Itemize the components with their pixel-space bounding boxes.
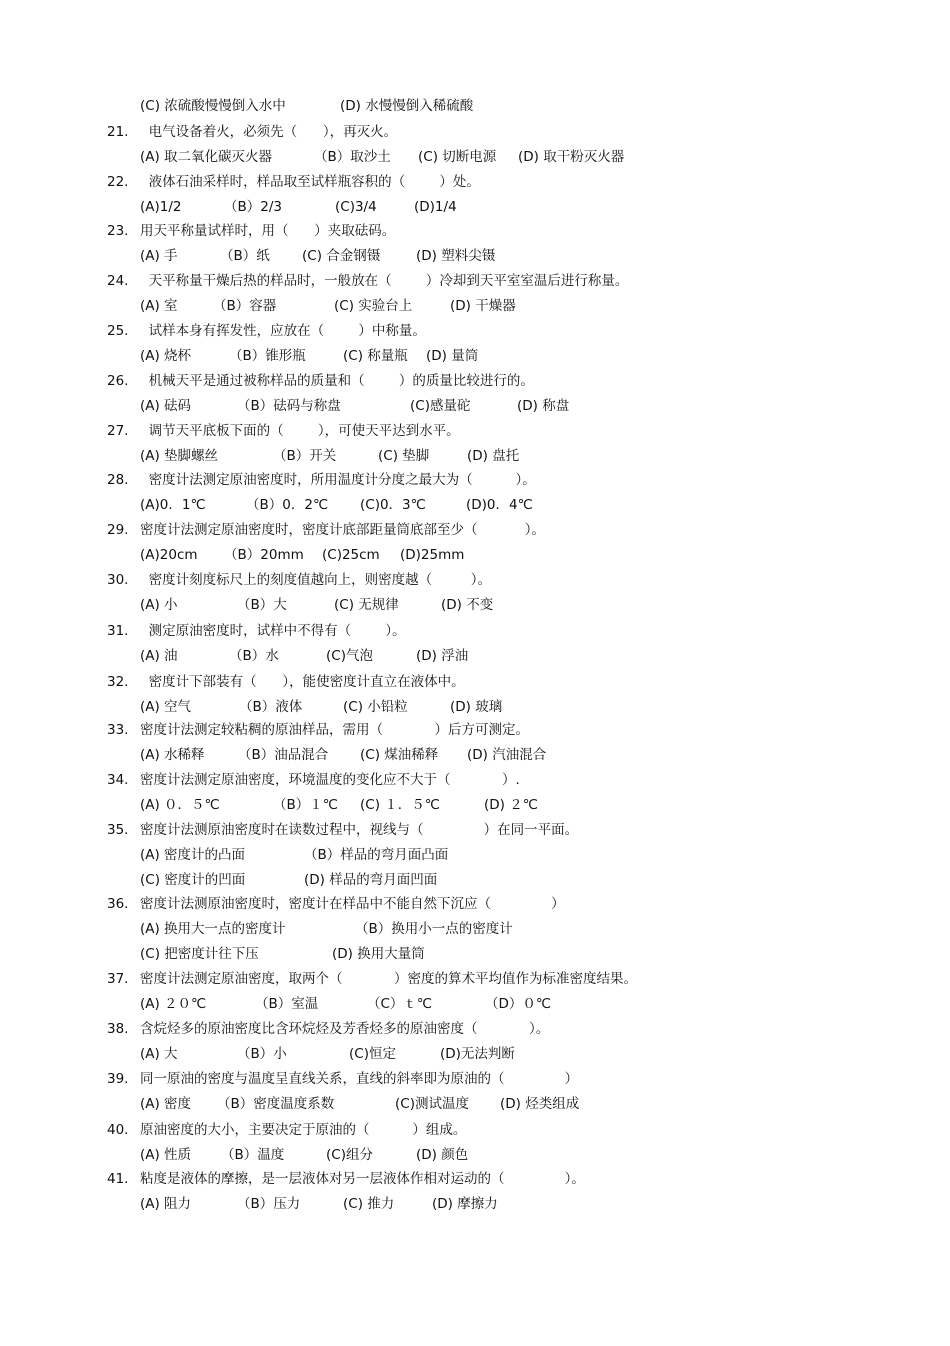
option-text: (C) １．５℃	[360, 797, 440, 813]
option-text: (D) 水慢慢倒入稀硫酸	[340, 98, 474, 114]
option-text: (D)无法判断	[440, 1046, 515, 1062]
option-text: (A) 水稀释	[140, 747, 205, 763]
question-number: 25.	[107, 323, 129, 339]
option-text: （D）０℃	[485, 996, 552, 1012]
question-number: 32.	[107, 674, 129, 690]
option-text: （B）2/3	[224, 199, 282, 215]
option-text: （B）室温	[255, 996, 319, 1012]
option-text: (A) 大	[140, 1046, 178, 1062]
option-text: (C) 小铅粒	[343, 699, 408, 715]
option-text: （B）换用小一点的密度计	[355, 921, 513, 937]
option-text: (A) 换用大一点的密度计	[140, 921, 286, 937]
option-text: (D)25mm	[400, 547, 465, 563]
question-text: 电气设备着火，必须先（ ），再灭火。	[140, 124, 398, 140]
question-number: 27.	[107, 423, 129, 439]
question-text: 机械天平是通过被称样品的质量和（ ）的质量比较进行的。	[140, 373, 534, 389]
option-text: （B）砝码与称盘	[237, 398, 341, 414]
question-number: 39.	[107, 1071, 129, 1087]
question-text: 测定原油密度时，试样中不得有（ ）。	[140, 623, 406, 639]
option-text: (D) 取干粉灭火器	[518, 149, 625, 165]
option-text: (A) 垫脚螺丝	[140, 448, 219, 464]
option-text: (C) 合金钢镊	[302, 248, 381, 264]
question-text: 密度计法测定原油密度时，密度计底部距量筒底部至少（ ）。	[140, 522, 545, 538]
option-text: (C)测试温度	[395, 1096, 469, 1112]
question-number: 41.	[107, 1171, 129, 1187]
option-text: (D) 摩擦力	[432, 1196, 498, 1212]
option-text: （B）纸	[220, 248, 270, 264]
question-number: 35.	[107, 822, 129, 838]
option-text: （B）油品混合	[238, 747, 329, 763]
option-text: （B）样品的弯月面凸面	[304, 847, 449, 863]
option-text: (A) 烧杯	[140, 348, 192, 364]
option-text: (D) 盘托	[467, 448, 520, 464]
option-text: （B）１℃	[273, 797, 338, 813]
option-text: (D) 塑料尖镊	[416, 248, 496, 264]
option-text: （B）大	[237, 597, 287, 613]
option-text: (C) 称量瓶	[343, 348, 408, 364]
option-text: （B）液体	[239, 699, 303, 715]
option-text: （B）锥形瓶	[229, 348, 306, 364]
option-text: (C) 实验台上	[334, 298, 413, 314]
question-number: 21.	[107, 124, 129, 140]
option-text: (D) ２℃	[484, 797, 538, 813]
option-text: (D) 汽油混合	[467, 747, 547, 763]
option-text: (A) 性质	[140, 1147, 192, 1163]
question-text: 粘度是液体的摩擦，是一层液体对另一层液体作相对运动的（ ）。	[140, 1171, 585, 1187]
option-text: (A)20cm	[140, 547, 198, 563]
option-text: (D) 烃类组成	[500, 1096, 580, 1112]
option-text: (D) 样品的弯月面凹面	[304, 872, 438, 888]
option-text: （B）压力	[237, 1196, 301, 1212]
option-text: (A) 油	[140, 648, 178, 664]
question-text: 调节天平底板下面的（ ），可使天平达到水平。	[140, 423, 460, 439]
question-number: 38.	[107, 1021, 129, 1037]
question-number: 34.	[107, 772, 129, 788]
option-text: （B）密度温度系数	[217, 1096, 335, 1112]
option-text: (A) 室	[140, 298, 178, 314]
option-text: （B）水	[229, 648, 279, 664]
option-text: (D)0．4℃	[466, 497, 533, 513]
option-text: （B）20mm	[224, 547, 304, 563]
question-text: 用天平称量试样时，用（ ）夹取砝码。	[140, 223, 396, 239]
option-text: (A) 阻力	[140, 1196, 192, 1212]
question-number: 29.	[107, 522, 129, 538]
question-text: 密度计法测定原油密度，取两个（ ）密度的算术平均值作为标准密度结果。	[140, 971, 637, 987]
option-text: (A) 砝码	[140, 398, 192, 414]
option-text: (C) 切断电源	[418, 149, 497, 165]
question-number: 40.	[107, 1122, 129, 1138]
question-text: 同一原油的密度与温度呈直线关系，直线的斜率即为原油的（ ）	[140, 1071, 579, 1087]
question-text: 密度计法测定较粘稠的原油样品，需用（ ）后方可测定。	[140, 722, 529, 738]
option-text: (A) 小	[140, 597, 178, 613]
option-text: （B）小	[237, 1046, 287, 1062]
option-text: (D)1/4	[414, 199, 457, 215]
option-text: （B）0．2℃	[246, 497, 329, 513]
option-text: (D) 称盘	[517, 398, 570, 414]
option-text: （B）温度	[221, 1147, 285, 1163]
question-text: 密度计刻度标尺上的刻度值越向上，则密度越（ ）。	[140, 572, 491, 588]
question-number: 22.	[107, 174, 129, 190]
option-text: (C)组分	[326, 1147, 373, 1163]
option-text: (D) 浮油	[416, 648, 469, 664]
option-text: （B）取沙土	[314, 149, 391, 165]
option-text: (A) 空气	[140, 699, 192, 715]
option-text: (C) 浓硫酸慢慢倒入水中	[140, 98, 286, 114]
option-text: (D) 量筒	[426, 348, 479, 364]
option-text: (C) 推力	[343, 1196, 395, 1212]
option-text: (C)25cm	[322, 547, 380, 563]
question-text: 天平称量干燥后热的样品时，一般放在（ ）冷却到天平室室温后进行称量。	[140, 273, 629, 289]
option-text: (A) 密度	[140, 1096, 192, 1112]
question-number: 23.	[107, 223, 129, 239]
question-number: 24.	[107, 273, 129, 289]
question-number: 36.	[107, 896, 129, 912]
question-text: 原油密度的大小，主要决定于原油的（ ）组成。	[140, 1122, 467, 1138]
question-text: 试样本身有挥发性，应放在（ ）中称量。	[140, 323, 426, 339]
question-number: 31.	[107, 623, 129, 639]
option-text: (C) 垫脚	[378, 448, 430, 464]
option-text: (A) ２０℃	[140, 996, 207, 1012]
option-text: (D) 玻璃	[450, 699, 503, 715]
option-text: (C) 无规律	[334, 597, 399, 613]
question-text: 液体石油采样时，样品取至试样瓶容积的（ ）处。	[140, 174, 480, 190]
option-text: (D) 干燥器	[450, 298, 516, 314]
question-text: 密度计下部装有（ ），能使密度计直立在液体中。	[140, 674, 465, 690]
option-text: (C) 煤油稀释	[360, 747, 439, 763]
option-text: （B）容器	[213, 298, 277, 314]
option-text: (A) 手	[140, 248, 178, 264]
option-text: (D) 换用大量筒	[332, 946, 425, 962]
option-text: (A) 密度计的凸面	[140, 847, 246, 863]
question-text: 含烷烃多的原油密度比含环烷烃及芳香烃多的原油密度（ ）。	[140, 1021, 550, 1037]
option-text: (A)1/2	[140, 199, 182, 215]
option-text: (C)气泡	[326, 648, 373, 664]
question-text: 密度计法测定原油密度，环境温度的变化应不大于（ ）.	[140, 772, 520, 788]
question-text: 密度计法测原油密度时，密度计在样品中不能自然下沉应（ ）	[140, 896, 565, 912]
option-text: (C)3/4	[335, 199, 377, 215]
option-text: (D) 颜色	[416, 1147, 469, 1163]
option-text: (C) 密度计的凹面	[140, 872, 246, 888]
question-number: 33.	[107, 722, 129, 738]
question-number: 26.	[107, 373, 129, 389]
option-text: (C)0．3℃	[360, 497, 426, 513]
question-number: 30.	[107, 572, 129, 588]
option-text: (C)感量砣	[410, 398, 471, 414]
option-text: (A) ０．５℃	[140, 797, 220, 813]
option-text: (A) 取二氧化碳灭火器	[140, 149, 273, 165]
question-text: 密度计法测定原油密度时，所用温度计分度之最大为（ ）。	[140, 472, 536, 488]
option-text: （B）开关	[273, 448, 337, 464]
option-text: (C) 把密度计往下压	[140, 946, 259, 962]
option-text: (A)0．1℃	[140, 497, 206, 513]
question-text: 密度计法测原油密度时在读数过程中，视线与（ ）在同一平面。	[140, 822, 579, 838]
question-number: 28.	[107, 472, 129, 488]
question-number: 37.	[107, 971, 129, 987]
option-text: （C）ｔ℃	[367, 996, 433, 1012]
option-text: (D) 不变	[441, 597, 494, 613]
option-text: (C)恒定	[349, 1046, 396, 1062]
